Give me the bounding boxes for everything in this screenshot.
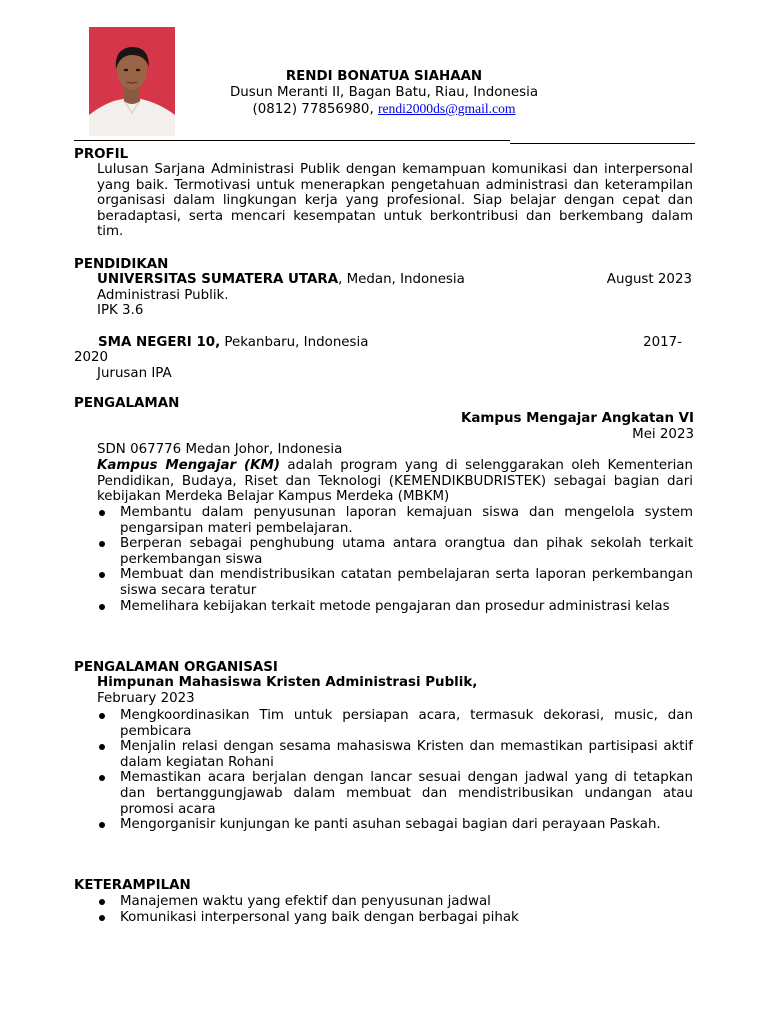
experience-place: SDN 067776 Medan Johor, Indonesia <box>97 442 343 457</box>
organization-date: February 2023 <box>97 691 195 706</box>
header-divider-left <box>74 140 510 141</box>
experience-program-desc: adalah program yang di selenggarakan oleh Kementerian Pendidikan, Budaya, Riset dan Teknologi (KEMENDIKBUDRISTEK) sebagai bagian dari kebijakan Merdeka Belajar Kampus Merdeka (MBKM) <box>97 458 693 505</box>
list-item: Menjalin relasi dengan sesama mahasiswa Kristen dan memastikan partisipasi aktif dalam kegiatan Rohani <box>97 739 693 770</box>
section-title-pengalaman: PENGALAMAN <box>74 396 180 411</box>
experience-bullets <box>97 505 693 614</box>
university-date: August 2023 <box>606 272 692 287</box>
university-major: Administrasi Publik. <box>97 288 229 303</box>
list-item: Komunikasi interpersonal yang baik dengan berbagai pihak <box>97 910 693 926</box>
sma-date-start: 2017- <box>643 335 682 350</box>
university-ipk: IPK 3.6 <box>97 303 144 318</box>
sma-date-end: 2020 <box>74 350 109 365</box>
profile-photo <box>89 27 175 136</box>
sma-location: Pekanbaru, Indonesia <box>220 335 369 350</box>
skills-bullets <box>97 894 693 925</box>
organization-name: Himpunan Mahasiswa Kristen Administrasi Publik, <box>97 675 478 690</box>
list-item: Membantu dalam penyusunan laporan kemajuan siswa dan mengelola system pengarsipan materi pembelajaran. <box>97 505 693 536</box>
list-item: Mengkoordinasikan Tim untuk persiapan acara, termasuk dekorasi, music, dan pembicara <box>97 708 693 739</box>
experience-date: Mei 2023 <box>632 427 694 442</box>
university-name: UNIVERSITAS SUMATERA UTARA <box>97 272 339 287</box>
experience-program-name: Kampus Mengajar (KM) <box>97 458 280 473</box>
portrait-illustration <box>89 27 175 136</box>
profil-text: Lulusan Sarjana Administrasi Publik dengan kemampuan komunikasi dan interpersonal yang baik. Termotivasi untuk menerapkan pengetahuan administrasi dan keterampilan organisasi dalam lingkungan kerja yang profesional. Siap belajar dengan cepat dan beradaptasi, serta mencari kesempatan untuk berkontribusi dan berkembang dalam tim. <box>97 162 693 240</box>
phone-number: (0812) 77856980, <box>252 102 374 117</box>
experience-role: Kampus Mengajar Angkatan VI <box>461 411 694 426</box>
list-item: Membuat dan mendistribusikan catatan pembelajaran serta laporan perkembangan siswa secara teratur <box>97 567 693 598</box>
list-item: Manajemen waktu yang efektif dan penyusunan jadwal <box>97 894 693 910</box>
section-title-pendidikan: PENDIDIKAN <box>74 257 169 272</box>
experience-description <box>97 458 693 505</box>
organization-bullets <box>97 708 693 833</box>
list-item: Memastikan acara berjalan dengan lancar sesuai dengan jadwal yang di tetapkan dan bertanggungjawab dalam membuat dan mendistribusikan undangan atau promosi acara <box>97 770 693 817</box>
list-item: Memelihara kebijakan terkait metode pengajaran dan prosedur administrasi kelas <box>97 599 693 615</box>
university-location: , Medan, Indonesia <box>338 272 465 287</box>
section-title-organisasi: PENGALAMAN ORGANISASI <box>74 660 278 675</box>
candidate-contact <box>200 101 568 118</box>
section-title-profil: PROFIL <box>74 147 129 162</box>
header-divider-right <box>510 143 695 144</box>
sma-major: Jurusan IPA <box>97 366 172 381</box>
email-link[interactable]: rendi2000ds@gmail.com <box>377 101 516 116</box>
list-item: Mengorganisir kunjungan ke panti asuhan sebagai bagian dari perayaan Paskah. <box>97 817 693 833</box>
candidate-name: RENDI BONATUA SIAHAAN <box>285 69 483 84</box>
list-item: Berperan sebagai penghubung utama antara orangtua dan pihak sekolah terkait perkembangan siswa <box>97 536 693 567</box>
section-title-keterampilan: KETERAMPILAN <box>74 878 191 893</box>
candidate-address: Dusun Meranti II, Bagan Batu, Riau, Indonesia <box>229 85 539 100</box>
sma-name: SMA NEGERI 10, <box>98 335 221 350</box>
